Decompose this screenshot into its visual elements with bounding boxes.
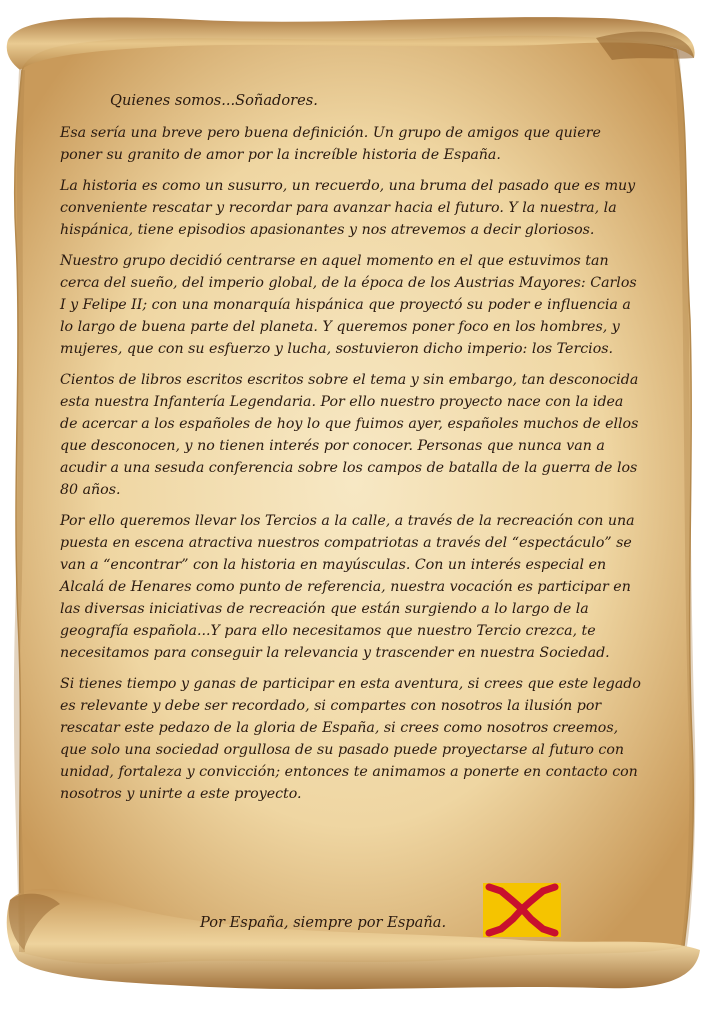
burgundy-cross-flag-icon [483,883,561,937]
paragraph-4: Cientos de libros escritos escritos sobre el tema y sin embargo, tan desconocida esta nuestra Infantería Legendaria. Por ello nuestro proyecto nace con la idea de acercar a los españoles de hoy lo que fuimos ayer, españoles muchos de ellos que desconocen, y no tienen interés por conocer. Personas que nunca van a acudir a una sesuda conferencia sobre los campos de batalla de la guerra de los 80 años. [60,372,639,498]
paragraph-6: Si tienes tiempo y ganas de participar en esta aventura, si crees que este legado es relevante y debe ser recordado, si compartes con nosotros la ilusión por rescatar este pedazo de la gloria de España, si crees como nosotros creemos, que solo una sociedad orgullosa de su pasado puede proyectarse al futuro con unidad, fortaleza y convicción; entonces te animamos a ponerte en contacto con nosotros y unirte a este proyecto. [60,676,641,802]
closing-line: Por España, siempre por España. [200,914,447,931]
letter-body [60,90,645,814]
paragraph-5: Por ello queremos llevar los Tercios a la calle, a través de la recreación con una puesta en escena atractiva nuestros compatriotas a través del “espectáculo” se van a “encontrar” con la historia en mayúsculas. Con un interés especial en Alcalá de Henares como punto de referencia, nuestra vocación es participar en las diversas iniciativas de recreación que están surgiendo a lo largo de la geografía española...Y para ello necesitamos que nuestro Tercio crezca, te necesitamos para conseguir la relevancia y trascender en nuestra Sociedad. [60,513,635,661]
paragraph-3: Nuestro grupo decidió centrarse en aquel momento en el que estuvimos tan cerca del sueño, del imperio global, de la época de los Austrias Mayores: Carlos I y Felipe II; con una monarquía hispánica que proyectó su poder e influencia a lo largo de buena parte del planeta. Y queremos poner foco en los hombres, y mujeres, que con su esfuerzo y lucha, sostuvieron dicho imperio: los Tercios. [60,253,637,357]
paragraph-1: Esa sería una breve pero buena definición. Un grupo de amigos que quiere poner su granito de amor por la increíble historia de España. [60,125,601,163]
paragraph-2: La historia es como un susurro, un recuerdo, una bruma del pasado que es muy conveniente rescatar y recordar para avanzar hacia el futuro. Y la nuestra, la hispánica, tiene episodios apasionantes y nos atrevemos a decir gloriosos. [60,178,636,238]
document-heading: Quienes somos...Soñadores. [110,92,318,109]
